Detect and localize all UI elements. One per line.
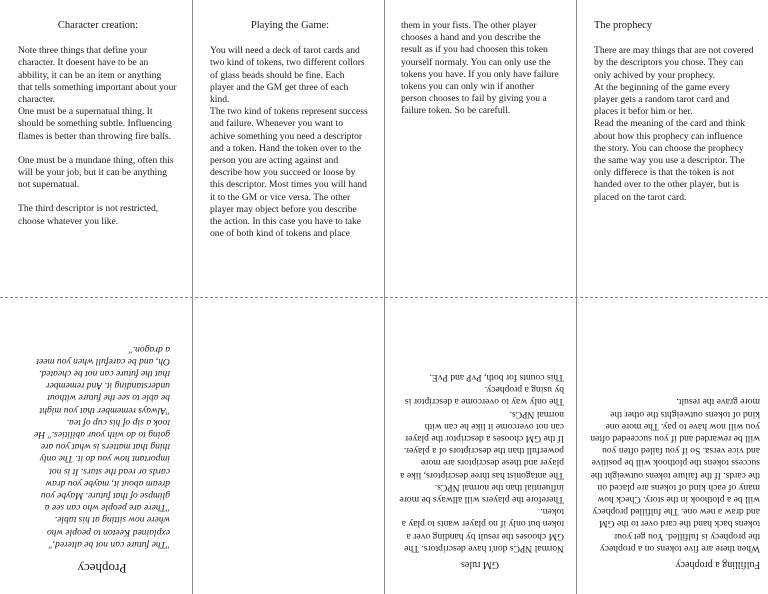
paragraph: Normal NPCs don't have descriptors. The GM chooses the result by handing over a token but only if no player wants to play a token.: [399, 506, 564, 554]
cut-line: [0, 297, 768, 298]
paragraph: them in your fists. The other player chooses a hand and you describe the result as if you had choosen this token yourself normaly. You can only use the tokens you have. If you only have failure tokens you can only win if another person chooses to fail by giving you a failure token. So be carefull.: [401, 20, 562, 117]
panel-playing-continued: [401, 20, 561, 290]
paragraph: At the beginning of the game every player gets a random tarot card and places it befor him or her.: [594, 81, 733, 118]
panel-gm-rules: [396, 318, 564, 580]
panel-title: Fulfilling a prophecy: [675, 559, 760, 570]
paragraph: Read the meaning of the card and think about how this prophecy can influence the story. You can choose the prophecy the same way you use a descriptor. The only differece is that the token is not handed over to the other player, but is placed on the tarot card.: [594, 118, 748, 203]
paragraph: You will need a deck of tarot cards and two kind of tokens, two different collors of glass beads should be fine. Each player and the GM get three of each kind.: [210, 45, 368, 106]
paragraph: One must be a mundane thing, often this will be your job, but it can be anything not supernatual.: [18, 154, 177, 191]
paragraph: The antagonist has three descriptors, like a player and these descriptors are more powerfull than the descriptors of a player. If the GM chooses a descriptor the player can not overcome it like he can with normal NPCs.: [397, 408, 564, 481]
paragraph: The third descriptor is not restricted, choose whatever you like.: [18, 203, 161, 227]
paragraph: Therefore the players will allways be more influential than the normal NPCs.: [396, 481, 564, 505]
panel-title: Playing the Game:: [250, 20, 330, 31]
paragraph: The only way to overcome a descriptor is by using a prophecy.: [402, 384, 564, 408]
panel-blank: [200, 318, 376, 580]
panel-title: The prophecy: [594, 20, 653, 31]
paragraph: This counts for both, PvP and PvE.: [429, 371, 564, 383]
paragraph: There are may things that are not covered by the descriptors you chose. They can only achived by your prophecy.: [594, 45, 756, 81]
paragraph: When there are five tokens on a prophecy the prophecy is fulfilled. You get your tokens back hand the card over to the GM and draw a new one. The fulfilled prophecy will be a plothook in the story. Check how many of each kind of tokens are placed on the cards. If the failure tokens outweight the success tokens the plothook will be positive and vice versa. So if you failed often you will be rewarded and if you succeeded often you will now have to pay. The more one kind of tokens outweights the other the more grave the result.: [587, 396, 760, 554]
quote-paragraph: "The future can not be altered," explained Keeton to people who where now sitting at his table. "There are people who can see a glimpse of that future. Maybe you dream about it, maybe you draw cards or read the stars. It is not important how you do it. The only thing that matters is what you are going to do with your abilities." He took a sip of his cup of tea. "Always remember that you might be able to see the future without understanding it. And remember that the future can not be cheated. Oh, and be carefull when you meet a dragon.": [31, 343, 170, 550]
panel-character-creation: [18, 20, 178, 290]
panel-title: GM rules: [460, 559, 500, 570]
panel-title: Prophecy: [77, 561, 127, 576]
paragraph: Note three things that define your character. It doesent have to be an abbility, it can be an item or anything that tells something important about your character.: [18, 45, 179, 106]
panel-the-prophecy: [594, 20, 754, 290]
paragraph: One must be a supernatual thing. It should be something subtle. Influencing flames is better than throwing fire balls.: [18, 106, 175, 142]
paragraph: The two kind of tokens represent success and failure. Whenever you want to achive something you need a descriptor and a token. Hand the token over to the person you are acting against and describe how you succeed or loose by this descriptor. Most times you will hand it to the GM or vice versa. The other player may object before you describe the action. In this case you have to take one of both kind of tokens and place: [210, 106, 371, 240]
panel-fulfilling-a-prophecy: [587, 318, 760, 580]
panel-prophecy-quote: [14, 318, 190, 580]
panel-title: Character creation:: [57, 20, 139, 31]
panel-playing-the-game: [210, 20, 370, 290]
